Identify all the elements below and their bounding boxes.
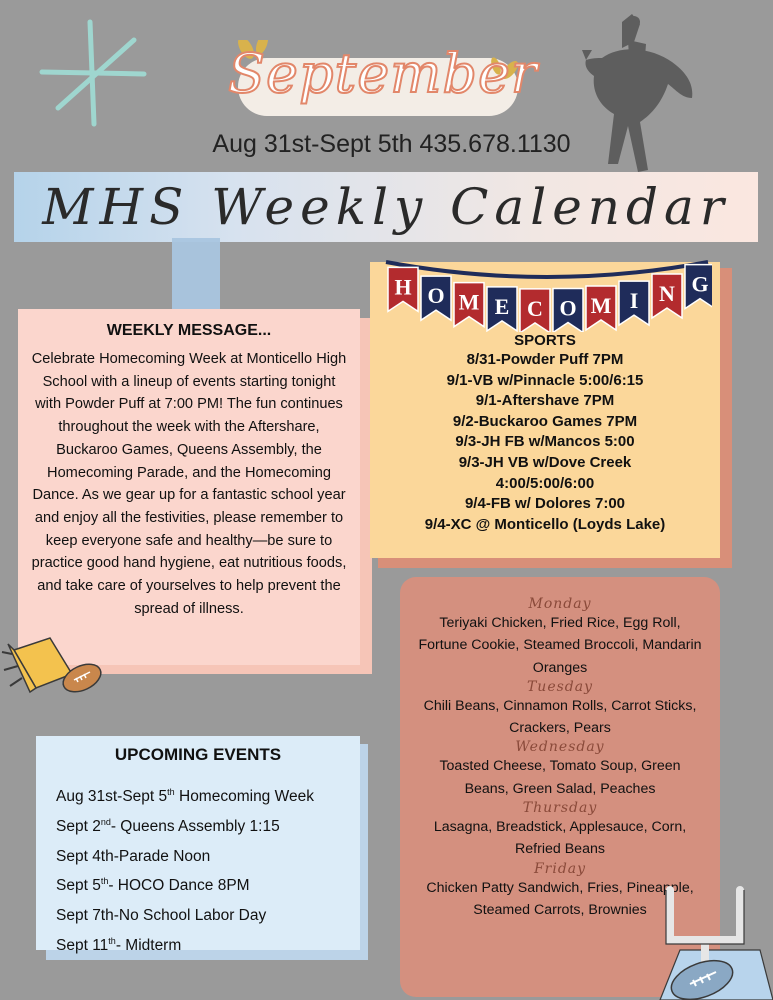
bunting-letter: M — [458, 289, 480, 315]
list-item: Sept 11th- Midterm — [56, 935, 182, 954]
list-item: 9/4-FB w/ Dolores 7:00 — [464, 495, 626, 513]
goalpost-icon — [640, 880, 773, 1000]
menu-day-label: Friday — [533, 860, 587, 877]
menu-day-food: Lasagna, Breadstick, Applesauce, Corn, Refried Beans — [433, 819, 687, 858]
list-item: 9/1-VB w/Pinnacle 5:00/6:15 — [446, 371, 644, 389]
list-item: Sept 4th-Parade Noon — [56, 847, 211, 865]
lunch-menu — [400, 596, 720, 921]
list-item: Sept 2nd- Queens Assembly 1:15 — [56, 816, 280, 835]
bunting-letter: I — [629, 288, 639, 314]
bunting-letter: M — [590, 292, 612, 318]
menu-day-food: Chili Beans, Cinnamon Rolls, Carrot Sticks, Crackers, Pears — [423, 697, 697, 737]
bunting-flag — [652, 274, 682, 318]
month-title: September — [228, 42, 538, 105]
upcoming-events-title: UPCOMING EVENTS — [114, 745, 282, 764]
dates-and-phone: Aug 31st-Sept 5th 435.678.1130 — [212, 130, 571, 158]
bunting-flag — [520, 289, 550, 332]
bunting-flag — [553, 289, 583, 332]
bunting-flag — [619, 281, 649, 325]
sparkle-icon — [38, 18, 148, 128]
homecoming-bunting — [382, 252, 712, 332]
bunting-letter: G — [691, 271, 709, 297]
list-item: 9/3-JH FB w/Mancos 5:00 — [455, 433, 635, 451]
menu-day-label: Monday — [528, 596, 592, 612]
list-item: 9/2-Buckaroo Games 7PM — [452, 412, 638, 430]
weekly-message-title: WEEKLY MESSAGE... — [106, 322, 272, 339]
menu-day-food: Teriyaki Chicken, Fried Rice, Egg Roll, Fortune Cookie, Steamed Broccoli, Mandarin Oranges — [418, 615, 702, 676]
sports-title: SPORTS — [514, 332, 576, 349]
bunting-letter: O — [427, 283, 445, 309]
list-item: 9/1-Aftershave 7PM — [475, 392, 615, 410]
page-title: MHS Weekly Calendar — [42, 178, 730, 236]
bunting-letter: C — [527, 295, 543, 321]
list-item: 9/3-JH VB w/Dove Creek — [458, 453, 632, 471]
menu-day-label: Thursday — [522, 800, 598, 817]
megaphone-icon — [0, 630, 110, 700]
bunting-letter: N — [659, 281, 675, 307]
menu-day-food: Chicken Patty Sandwich, Fries, Pineapple, Steamed Carrots, Brownies — [426, 879, 694, 918]
bunting-letter: E — [494, 293, 510, 319]
list-item: 4:00/5:00/6:00 — [495, 474, 595, 492]
bunting-letter: O — [559, 295, 577, 321]
list-item: Aug 31st-Sept 5th Homecoming Week — [56, 787, 314, 806]
menu-day-label: Tuesday — [526, 678, 594, 695]
list-item: 9/4-XC @ Monticello (Loyds Lake) — [424, 515, 666, 533]
menu-day-label: Wednesday — [515, 739, 605, 756]
sports-list — [370, 350, 720, 535]
upcoming-events-list — [56, 780, 356, 959]
bunting-flag — [685, 265, 712, 309]
list-item: Sept 7th-No School Labor Day — [56, 907, 267, 925]
menu-day-food: Toasted Cheese, Tomato Soup, Green Beans, Green Salad, Peaches — [439, 758, 681, 797]
bunting-flag — [454, 283, 484, 327]
bunting-flag — [421, 276, 451, 320]
list-item: Sept 5th- HOCO Dance 8PM — [56, 876, 250, 895]
bunting-flag — [487, 287, 517, 331]
bunting-letter: H — [394, 274, 412, 300]
weekly-message-body: Celebrate Homecoming Week at Monticello High School with a lineup of events starting tonight with Powder Puff at 7:00 PM! The fun continues throughout the week with the Aftershare, Buckaroo Games, Queens Assembly, the Homecoming Parade, and the Homecoming Dance. As we gear up for a fantastic school year and enjoy all the festivities, please remember to keep everyone safe and healthy—be sure to practice good hand hygiene, eat nutritious foods, and take care of yourselves to help prevent the spread of illness. — [31, 351, 347, 617]
bunting-flag — [388, 267, 418, 311]
bunting-flag — [586, 286, 616, 330]
list-item: 8/31-Powder Puff 7PM — [466, 351, 624, 368]
